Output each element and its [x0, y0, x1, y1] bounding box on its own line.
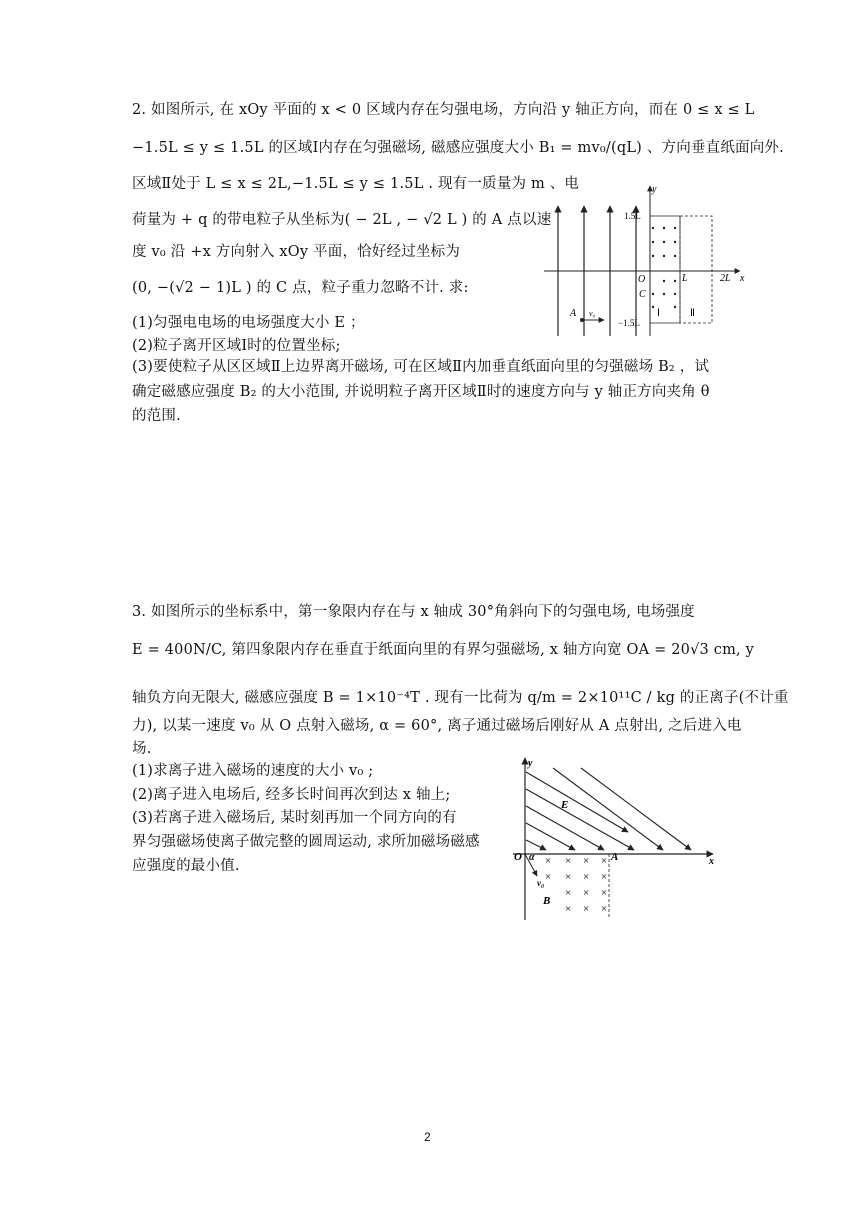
p3-line-3: 轴负方向无限大, 磁感应强度 B = 1×10⁻⁴T . 现有一比荷为 q/m = 2×10¹¹C / kg 的正离子(不计重 [132, 690, 789, 706]
p2-line-7: (1)匀强电电场的电场强度大小 E ； [132, 315, 365, 331]
p3-velocity: v₀ [537, 878, 545, 888]
p3-line-7: (2)离子进入电场后, 经多长时间再次到达 x 轴上; [132, 787, 451, 803]
p3-line-1: 3. 如图所示的坐标系中，第一象限内存在与 x 轴成 30°角斜向下的匀强电场, 电场强度 [132, 604, 695, 620]
p2-line-11: 的范围. [132, 408, 181, 424]
p2-region1-label: Ⅰ [657, 308, 660, 319]
p2-point-a-dot [580, 318, 584, 322]
svg-text:×: × [583, 855, 590, 867]
p2-tick-l: L [682, 273, 688, 284]
p2-line-4: 荷量为 + q 的带电粒子从坐标为( − 2L , − √2 L ) 的 A 点以速 [132, 212, 552, 228]
svg-text:×: × [583, 887, 590, 899]
p3-crosses [545, 855, 607, 915]
p3-figure [505, 752, 720, 922]
svg-text:×: × [601, 871, 608, 883]
p2-point-c: C [639, 289, 646, 300]
svg-text:×: × [583, 871, 590, 883]
p2-region2-label: Ⅱ [690, 308, 695, 319]
svg-text:×: × [565, 903, 572, 915]
p2-line-2: −1.5L ≤ y ≤ 1.5L 的区域Ⅰ内存在匀强磁场, 磁感应强度大小 B₁ = mv₀/(qL) 、方向垂直纸面向外. [132, 140, 784, 156]
p3-line-9: 界匀强磁场使离子做完整的圆周运动, 求所加磁场磁感 [132, 834, 480, 850]
p3-line-5: 场. [132, 741, 152, 757]
p2-region2 [680, 216, 712, 323]
svg-text:×: × [565, 871, 572, 883]
p2-line-1: 2. 如图所示, 在 xOy 平面的 x < 0 区域内存在匀强电场，方向沿 y 轴正方向，而在 0 ≤ x ≤ L [132, 102, 755, 118]
p3-angle: α [529, 852, 535, 863]
p2-dots [652, 227, 676, 308]
p2-tick-2l: 2L [720, 273, 731, 284]
p3-line-2: E = 400N/C, 第四象限内存在垂直于纸面向里的有界匀强磁场, x 轴方向宽 OA = 20√3 cm, y [132, 642, 755, 658]
p3-line-10: 应强度的最小值. [132, 858, 240, 874]
p3-origin: O [514, 851, 522, 863]
svg-text:×: × [545, 871, 552, 883]
p2-line-5: 度 v₀ 沿 +x 方向射入 xOy 平面，恰好经过坐标为 [132, 244, 461, 260]
svg-text:×: × [601, 903, 608, 915]
p2-figure [540, 180, 750, 340]
p2-line-3: 区域Ⅱ处于 L ≤ x ≤ 2L,−1.5L ≤ y ≤ 1.5L . 现有一质量为 m 、电 [132, 176, 580, 192]
p3-x-label: x [709, 856, 714, 867]
p3-field-e: E [561, 799, 569, 811]
p2-y-label: y [652, 184, 657, 195]
p3-line-4: 力), 以某一速度 v₀ 从 O 点射入磁场, α = 60°, 离子通过磁场后刚好从 A 点射出, 之后进入电 [132, 718, 742, 734]
p2-line-10: 确定磁感应强度 B₂ 的大小范围, 并说明粒子离开区域Ⅱ时的速度方向与 y 轴正方向夹角 θ [132, 384, 710, 400]
p3-field-lines [526, 768, 691, 850]
svg-text:×: × [565, 887, 572, 899]
page-number: 2 [424, 1130, 431, 1144]
p3-point-a: A [611, 851, 619, 863]
p3-line-8: (3)若离子进入磁场后, 某时刻再加一个同方向的有 [132, 810, 457, 826]
p2-line-8: (2)粒子离开区域Ⅰ时的位置坐标; [132, 338, 341, 354]
p2-line-6: (0, −(√2 − 1)L ) 的 C 点，粒子重力忽略不计. 求: [132, 280, 469, 296]
p2-x-label: x [740, 273, 745, 284]
svg-text:×: × [565, 855, 572, 867]
p3-line-6: (1)求离子进入磁场的速度的大小 v₀ ; [132, 763, 374, 779]
p2-point-a: A [570, 308, 577, 319]
p3-y-label: y [528, 758, 533, 769]
p2-label-top: 1.5L [624, 211, 641, 221]
p2-velocity: v₀ [589, 309, 596, 318]
p2-line-9: (3)要使粒子从区区域Ⅱ上边界离开磁场, 可在区域Ⅱ内加垂直纸面向里的匀强磁场 B₂ ，试 [132, 359, 710, 375]
svg-text:×: × [601, 887, 608, 899]
svg-text:×: × [545, 855, 552, 867]
svg-text:×: × [583, 903, 590, 915]
p3-field-b: B [543, 895, 551, 907]
p2-origin: O [638, 274, 646, 285]
p2-label-bottom: −1.5L [618, 318, 640, 328]
svg-text:×: × [601, 855, 608, 867]
